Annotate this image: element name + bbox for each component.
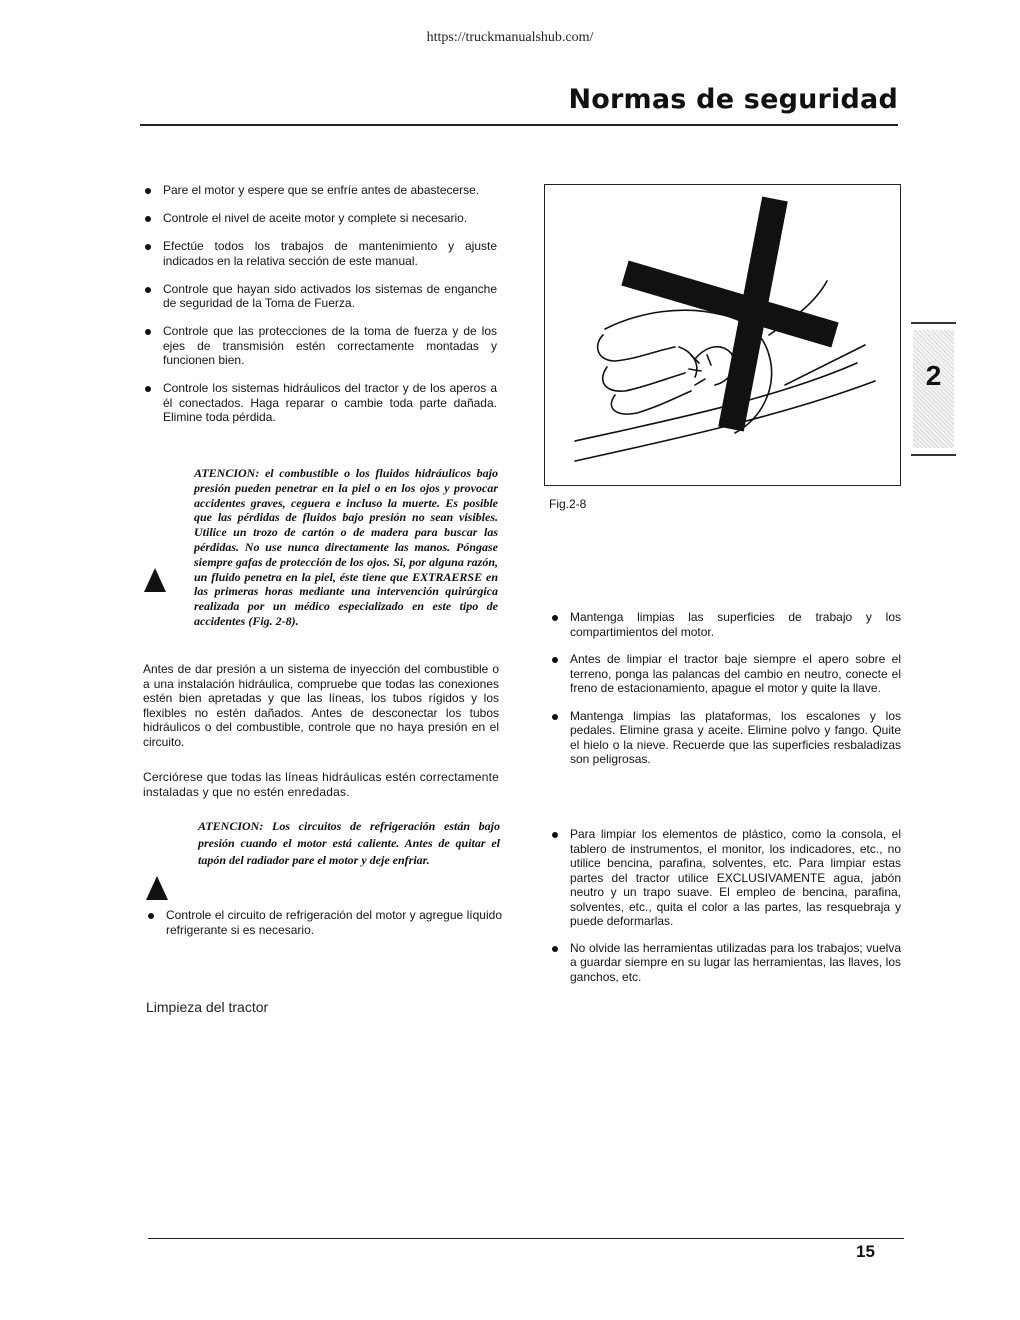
list-item: Pare el motor y espere que se enfríe antes de abastecerse. <box>143 183 497 198</box>
list-item: Antes de limpiar el tractor baje siempre el apero sobre el terreno, ponga las palancas del cambio en neutro, conecte el freno de estacionamiento, apague el motor y quite la llave. <box>550 652 901 696</box>
cleaning-list-1 <box>550 610 901 780</box>
coolant-checklist <box>146 908 502 937</box>
list-item: Mantenga limpias las superficies de trabajo y los compartimientos del motor. <box>550 610 901 639</box>
chapter-tab <box>911 322 956 456</box>
paragraph-hydraulic-lines: Cerciórese que todas las líneas hidráulicas estén correctamente instaladas y que no estén enredadas. <box>143 770 499 799</box>
tab-rule-bottom <box>911 454 956 456</box>
list-item: Controle los sistemas hidráulicos del tractor y de los aperos a él conectados. Haga reparar o cambie toda parte dañada. Elimine toda pérdida. <box>143 381 497 425</box>
warning-icon <box>144 568 166 592</box>
list-item: Controle que las protecciones de la toma de fuerza y de los ejes de transmisión estén correctamente montadas y funcionen bien. <box>143 324 497 368</box>
paragraph-pressure-check: Antes de dar presión a un sistema de inyección del combustible o a una instalación hidráulica, compruebe que todas las conexiones estén bien apretadas y que las líneas, los tubos rígidos y los flexibles no estén dañados. Antes de desconectar los tubos hidráulicos o del combustible, controle que no haya presión en el circuito. <box>143 662 499 749</box>
list-item: Efectúe todos los trabajos de mantenimiento y ajuste indicados en la relativa sección de este manual. <box>143 239 497 268</box>
source-url: https://truckmanualshub.com/ <box>426 30 594 45</box>
figure-hand-leak-prohibited <box>544 184 901 486</box>
list-item: Controle el nivel de aceite motor y complete si necesario. <box>143 211 497 226</box>
warning-hydraulic-fluids <box>194 466 498 629</box>
page-number: 15 <box>856 1242 875 1261</box>
cleaning-list-2 <box>550 827 901 996</box>
footer-rule <box>148 1238 904 1239</box>
warning-coolant <box>198 818 500 869</box>
page-title: Normas de seguridad <box>568 84 898 115</box>
hand-leak-illustration <box>545 185 900 485</box>
section-heading: Limpieza del tractor <box>146 999 269 1015</box>
warning-text: ATENCION: el combustible o los fluidos hidráulicos bajo presión pueden penetrar en la piel o en los ojos y provocar accidentes graves, ceguera e incluso la muerte. Es posible que las pérdidas de fluidos bajo presión no sean visibles. Utilice un trozo de cartón o de madera para buscar las pérdidas. No use nunca directamente las manos. Póngase siempre gafas de protección de los ojos. Si, por alguna razón, un fluido penetra en la piel, éste tiene que EXTRAERSE en las primeras horas mediante una intervención quirúrgica realizada por un médico especializado en este tipo de accidentes (Fig. 2-8). <box>194 466 498 628</box>
list-item: Controle que hayan sido activados los sistemas de enganche de seguridad de la Toma de Fuerza. <box>143 282 497 311</box>
tab-rule-top <box>911 322 956 324</box>
title-rule <box>140 124 898 126</box>
list-item: No olvide las herramientas utilizadas para los trabajos; vuelva a guardar siempre en su lugar las herramientas, las llaves, los ganchos, etc. <box>550 941 901 985</box>
list-item: Mantenga limpias las plataformas, los escalones y los pedales. Elimine grasa y aceite. Elimine polvo y fango. Quite el hielo o la nieve. Recuerde que las superficies resbaladizas son peligrosas. <box>550 709 901 767</box>
warning-text: ATENCION: Los circuitos de refrigeración están bajo presión cuando el motor está caliente. Antes de quitar el tapón del radiador pare el motor y deje enfriar. <box>198 819 500 867</box>
chapter-number: 2 <box>925 360 942 391</box>
warning-icon <box>146 876 168 900</box>
list-item: Controle el circuito de refrigeración del motor y agregue líquido refrigerante si es necesario. <box>146 908 502 937</box>
list-item: Para limpiar los elementos de plástico, como la consola, el tablero de instrumentos, el monitor, los indicadores, etc., no utilice bencina, parafina, solventes, etc. Para limpiar estas partes del tractor utilice EXCLUSIVAMENTE agua, jabón neutro y un trapo suave. El empleo de bencina, parafina, solventes, etc., quita el color a las partes, las resquebraja y puede deformarlas. <box>550 827 901 929</box>
figure-caption: Fig.2-8 <box>549 497 587 511</box>
safety-checklist <box>143 183 497 438</box>
